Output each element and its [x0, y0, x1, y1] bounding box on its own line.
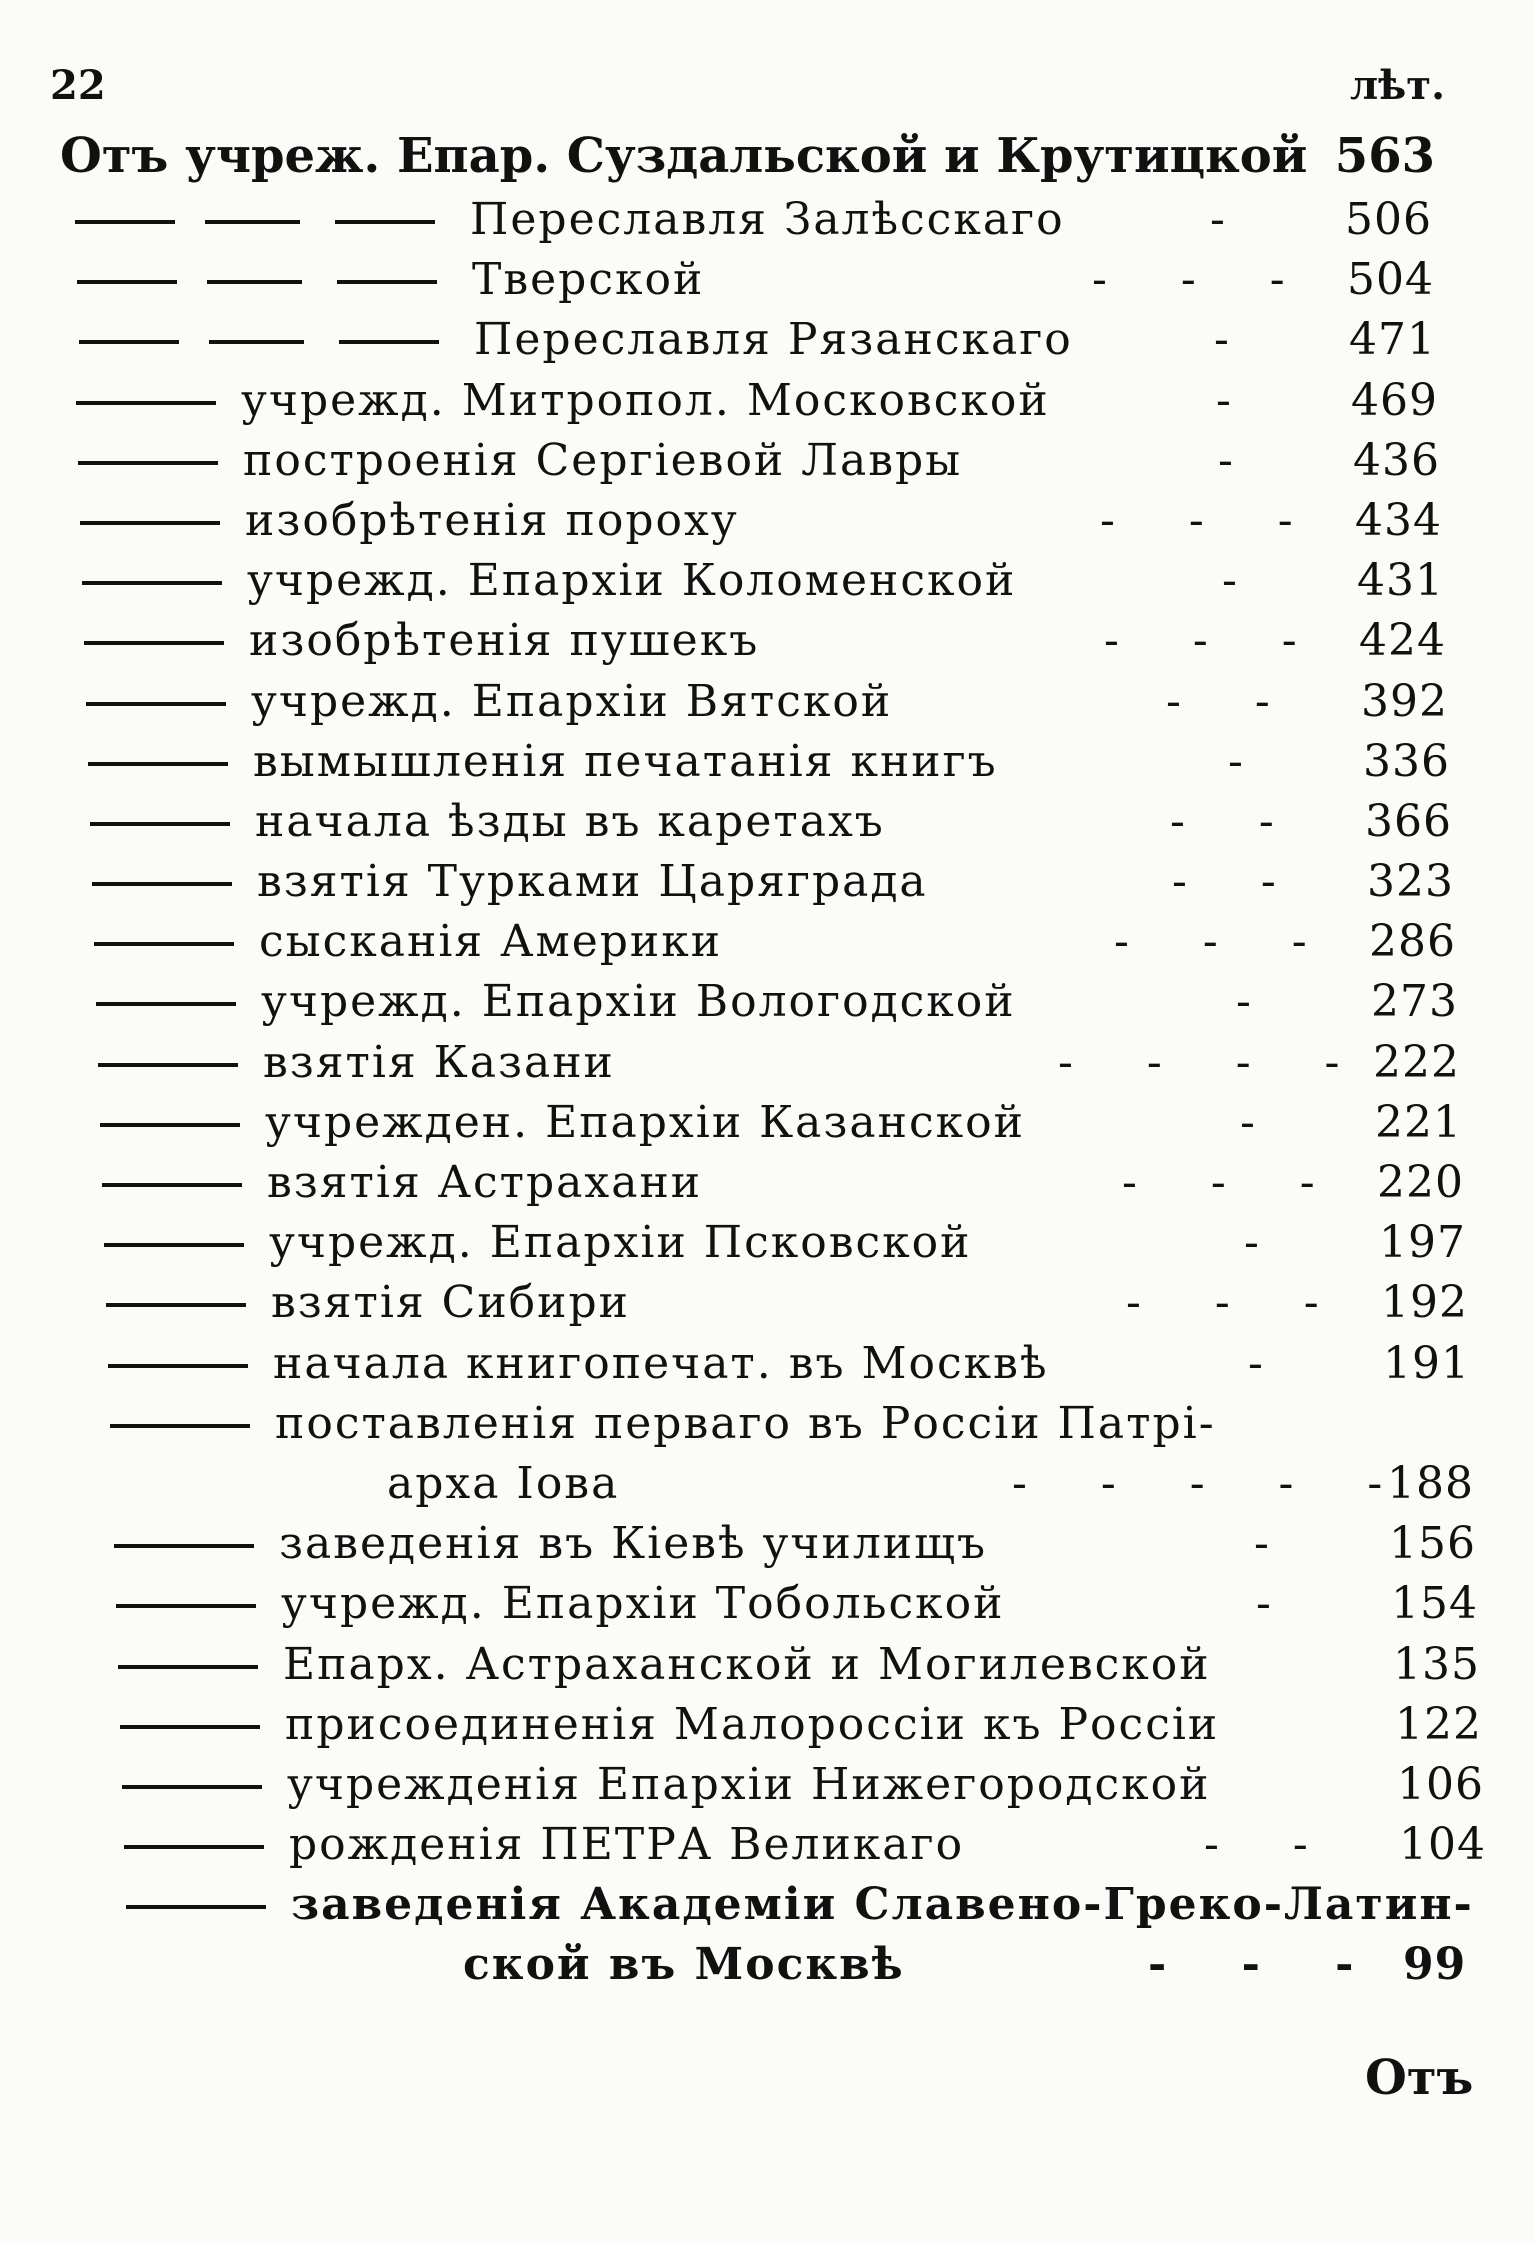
entry-text: Тверской	[472, 254, 705, 306]
list-item	[0, 672, 1535, 732]
ditto-dash	[110, 1424, 250, 1428]
leader-dots: - - -	[1126, 1277, 1349, 1329]
ditto-dash	[79, 340, 179, 344]
ditto-dash	[84, 641, 224, 645]
leader-dots: -	[1248, 1337, 1293, 1389]
ditto-dash	[120, 1725, 260, 1729]
ditto-dash	[108, 1364, 248, 1368]
leader-dots: - - - - -	[1012, 1457, 1413, 1509]
list-item	[0, 732, 1535, 792]
years-value: 273	[1371, 976, 1458, 1028]
entry-text: заведенія въ Кіевѣ училищъ	[279, 1518, 988, 1570]
list-item	[0, 1093, 1535, 1153]
years-value: 436	[1353, 434, 1440, 486]
entry-text: взятія Турками Царяграда	[257, 856, 928, 908]
ditto-dash	[94, 942, 234, 946]
leader-dots: - - -	[1104, 615, 1327, 667]
years-value: 197	[1379, 1217, 1466, 1269]
entry-text: заведенія Академіи Славено-Греко-Латин-	[291, 1879, 1474, 1931]
entry-text: взятія Казани	[263, 1036, 615, 1088]
entry-text: присоединенія Малороссіи къ Россіи	[285, 1698, 1220, 1750]
entry-text: учрежд. Епархіи Псковской	[269, 1217, 972, 1269]
years-value: 122	[1395, 1698, 1482, 1750]
entry-text: Епарх. Астраханской и Могилевской	[283, 1638, 1211, 1690]
entry-text: начала ѣзды въ каретахъ	[255, 795, 885, 847]
ditto-dash	[98, 1063, 238, 1067]
entry-text: сысканія Америки	[259, 916, 723, 968]
leader-dots: -	[1254, 1518, 1299, 1570]
leader-dots: - - - -	[1058, 1036, 1370, 1088]
years-value: 220	[1377, 1157, 1464, 1208]
leader-dots: -	[1228, 735, 1273, 787]
entry-text: учрежд. Епархіи Коломенской	[247, 555, 1017, 607]
ditto-dash	[75, 220, 175, 224]
chronology-list	[0, 190, 1535, 1996]
leader-dots: - - -	[1148, 1939, 1384, 1991]
list-item-continuation	[0, 1454, 1535, 1514]
list-item	[0, 1755, 1535, 1815]
catchword: Отъ	[1365, 2050, 1474, 2106]
entry-text: учрежден. Епархіи Казанской	[265, 1096, 1025, 1148]
leader-dots: - - -	[1122, 1157, 1345, 1208]
years-value: 99	[1403, 1939, 1467, 1991]
years-value: 504	[1347, 254, 1434, 306]
ditto-dash	[76, 401, 216, 405]
leader-dots: -	[1214, 314, 1259, 366]
ditto-dash	[82, 581, 222, 585]
ditto-dash	[116, 1604, 256, 1608]
list-item	[0, 371, 1535, 431]
ditto-dash	[337, 280, 437, 284]
list-item	[0, 551, 1535, 611]
entry-text: учрежденія Епархіи Нижегородской	[287, 1758, 1211, 1810]
leader-dots: -	[1218, 434, 1263, 486]
entry-text: Переславля Залѣсскаго	[470, 194, 1065, 245]
first-entry-value: 563	[1334, 128, 1435, 184]
leader-dots: - -	[1166, 675, 1300, 727]
ditto-dash	[209, 340, 304, 344]
ditto-dash	[207, 280, 302, 284]
list-item	[0, 1213, 1535, 1273]
entry-text: поставленія перваго въ Россіи Патрі-	[275, 1397, 1216, 1449]
entry-text: построенія Сергіевой Лавры	[243, 434, 963, 486]
list-item	[0, 1334, 1535, 1394]
ditto-dash	[80, 521, 220, 525]
list-item	[0, 1574, 1535, 1634]
list-item	[0, 1514, 1535, 1574]
ditto-dash	[205, 220, 300, 224]
first-entry	[60, 128, 1435, 184]
entry-text: изобрѣтенія пороху	[245, 494, 739, 546]
entry-text: рожденія ПЕТРА Великаго	[289, 1819, 965, 1871]
list-item	[0, 1875, 1535, 1935]
ditto-dash	[90, 822, 230, 826]
list-item	[0, 1635, 1535, 1695]
ditto-dash	[339, 340, 439, 344]
years-value: 135	[1393, 1638, 1480, 1690]
years-column-label: лѣт.	[1349, 62, 1445, 109]
years-value: 156	[1389, 1518, 1476, 1570]
years-value: 222	[1373, 1036, 1460, 1088]
years-value: 431	[1357, 555, 1444, 607]
years-value: 221	[1375, 1096, 1462, 1148]
entry-text: ской въ Москвѣ	[463, 1939, 905, 1991]
list-item	[0, 1273, 1535, 1333]
years-value: 366	[1365, 795, 1452, 847]
leader-dots: -	[1256, 1578, 1301, 1630]
list-item	[0, 250, 1535, 310]
years-value: 192	[1381, 1277, 1468, 1329]
list-item	[0, 912, 1535, 972]
entry-text: учрежд. Епархіи Вологодской	[261, 976, 1016, 1028]
page-header	[50, 62, 1445, 132]
years-value: 104	[1399, 1819, 1486, 1871]
years-value: 434	[1355, 494, 1442, 546]
ditto-dash	[122, 1785, 262, 1789]
ditto-dash	[114, 1544, 254, 1548]
leader-dots: - -	[1170, 795, 1304, 847]
list-item	[0, 792, 1535, 852]
list-item	[0, 611, 1535, 671]
ditto-dash	[126, 1905, 266, 1909]
list-item	[0, 491, 1535, 551]
page-number: 22	[50, 62, 106, 109]
first-entry-text: Отъ учреж. Епар. Суздальской и Крутицкой	[60, 128, 1308, 184]
years-value: 191	[1383, 1337, 1470, 1389]
ditto-dash	[104, 1243, 244, 1247]
ditto-dash	[100, 1123, 240, 1127]
ditto-dash	[335, 220, 435, 224]
leader-dots: - - -	[1092, 254, 1315, 306]
list-item-continuation	[0, 1935, 1535, 1995]
years-value: 106	[1397, 1758, 1484, 1810]
list-item	[0, 310, 1535, 370]
entry-text: учрежд. Митропол. Московской	[241, 374, 1050, 426]
ditto-dash	[96, 1002, 236, 1006]
leader-dots: - - -	[1100, 494, 1323, 546]
list-item	[0, 852, 1535, 912]
leader-dots: -	[1244, 1217, 1289, 1269]
leader-dots: - -	[1172, 856, 1306, 908]
years-value: 286	[1369, 916, 1456, 968]
years-value: 336	[1363, 735, 1450, 787]
leader-dots: -	[1240, 1096, 1285, 1148]
years-value: 188	[1387, 1457, 1474, 1509]
list-item	[0, 1695, 1535, 1755]
ditto-dash	[124, 1845, 264, 1849]
entry-text: взятія Сибири	[271, 1277, 630, 1329]
entry-text: взятія Астрахани	[267, 1157, 703, 1208]
list-item	[0, 972, 1535, 1032]
years-value: 469	[1351, 374, 1438, 426]
leader-dots: - - -	[1114, 916, 1337, 968]
ditto-dash	[86, 702, 226, 706]
list-item	[0, 1033, 1535, 1093]
ditto-dash	[102, 1183, 242, 1187]
leader-dots: -	[1236, 976, 1281, 1028]
leader-dots: -	[1222, 555, 1267, 607]
list-item	[0, 1394, 1535, 1454]
entry-text: Переславля Рязанскаго	[474, 314, 1073, 366]
ditto-dash	[88, 762, 228, 766]
ditto-dash	[77, 280, 177, 284]
entry-text: учрежд. Епархіи Вятской	[251, 675, 893, 727]
ditto-dash	[78, 461, 218, 465]
entry-text: учрежд. Епархіи Тобольской	[281, 1578, 1005, 1630]
years-value: 424	[1359, 615, 1446, 667]
ditto-dash	[118, 1665, 258, 1669]
leader-dots: -	[1210, 194, 1255, 245]
years-value: 506	[1345, 194, 1432, 245]
years-value: 154	[1391, 1578, 1478, 1630]
entry-text: начала книгопечат. въ Москвѣ	[273, 1337, 1049, 1389]
ditto-dash	[92, 882, 232, 886]
list-item	[0, 1153, 1535, 1213]
years-value: 323	[1367, 856, 1454, 908]
leader-dots: - -	[1204, 1819, 1338, 1871]
entry-text: изобрѣтенія пушекъ	[249, 615, 760, 667]
list-item	[0, 1815, 1535, 1875]
years-value: 392	[1361, 675, 1448, 727]
entry-text: вымышленія печатанія книгъ	[253, 735, 998, 787]
list-item	[0, 190, 1535, 250]
leader-dots: -	[1216, 374, 1261, 426]
list-item	[0, 431, 1535, 491]
entry-text: арха Іова	[387, 1457, 620, 1509]
ditto-dash	[106, 1303, 246, 1307]
years-value: 471	[1349, 314, 1436, 366]
